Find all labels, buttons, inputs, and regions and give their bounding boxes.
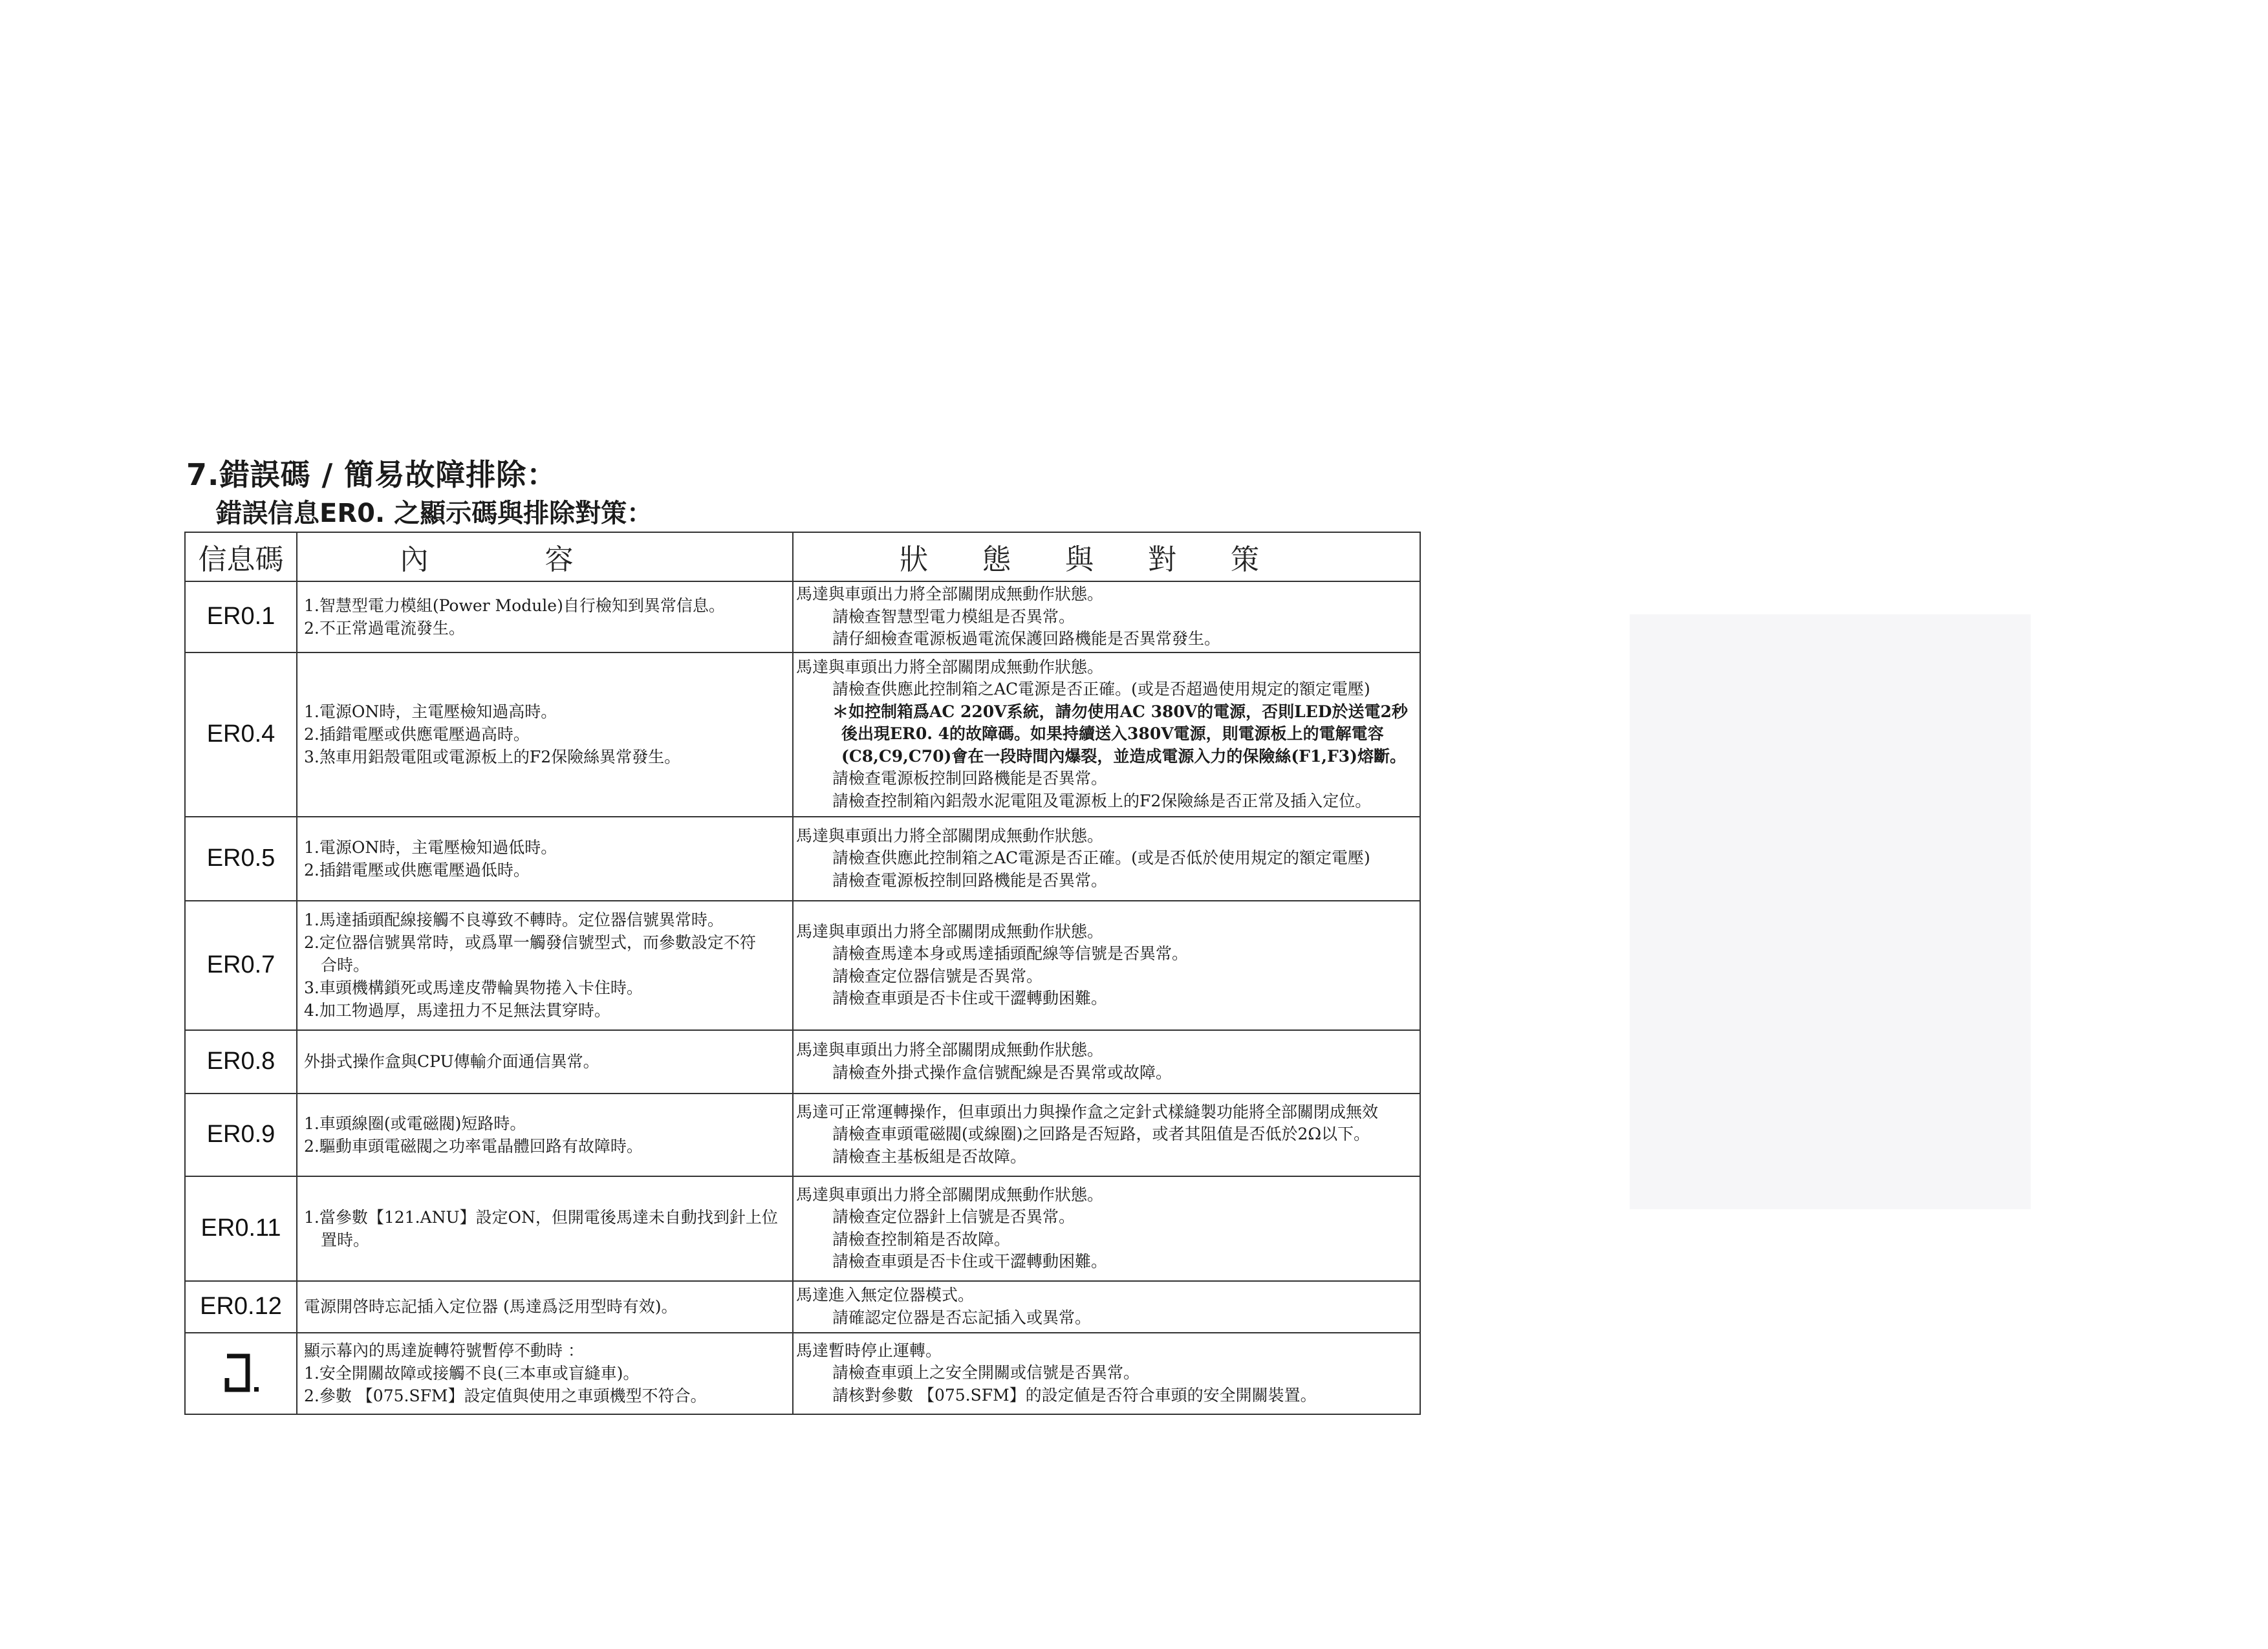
table-row xyxy=(185,1281,1420,1333)
content-line: 2.不正常過電流發生。 xyxy=(304,618,465,638)
error-code: ER0.1 xyxy=(185,581,297,652)
page-title: 7.錯誤碼 / 簡易故障排除： xyxy=(186,457,557,492)
status-line: 請檢查電源板控制回路機能是否異常。 xyxy=(832,769,1108,788)
content-line: 1.車頭線圈(或電磁閥)短路時。 xyxy=(304,1114,526,1133)
status-line: 馬達與車頭出力將全部關閉成無動作狀態。 xyxy=(796,1185,1104,1204)
error-code: ER0.7 xyxy=(185,901,297,1030)
content-line: 3.車頭機構鎖死或馬達皮帶輪異物捲入卡住時。 xyxy=(304,978,643,997)
table-row xyxy=(185,1030,1420,1094)
content-line: 1.當參數【121.ANU】設定ON，但開電後馬達未自動找到針上位 xyxy=(304,1207,778,1227)
table-row xyxy=(185,1094,1420,1176)
header-code: 信息碼 xyxy=(185,532,297,581)
status-warning-line: 後出現ER0. 4的故障碼。如果持續送入380V電源，則電源板上的電解電容 xyxy=(841,724,1384,744)
status-line: 請仔細檢查電源板過電流保護回路機能是否異常發生。 xyxy=(832,629,1221,648)
error-status xyxy=(793,581,1420,652)
table-row xyxy=(185,1333,1420,1414)
error-code: ER0.11 xyxy=(185,1176,297,1281)
status-line: 請檢查定位器針上信號是否異常。 xyxy=(832,1207,1075,1226)
status-line: 請檢查控制箱是否故障。 xyxy=(832,1229,1011,1249)
status-line: 請檢查控制箱內鋁殼水泥電阻及電源板上的F2保險絲是否正常及插入定位。 xyxy=(832,791,1372,810)
error-code-table xyxy=(184,532,1421,1415)
status-line: 馬達與車頭出力將全部關閉成無動作狀態。 xyxy=(796,826,1104,845)
status-warning-line: (C8,C9,C70)會在一段時間內爆裂，並造成電源入力的保險絲(F1,F3)熔斷。 xyxy=(841,746,1406,766)
error-status xyxy=(793,1030,1420,1094)
status-line: 請檢查車頭是否卡住或干澀轉動困難。 xyxy=(832,989,1108,1008)
status-line: 請檢查供應此控制箱之AC電源是否正確。(或是否超過使用規定的額定電壓) xyxy=(832,680,1370,699)
status-line: 請檢查車頭電磁閥(或線圈)之回路是否短路，或者其阻值是否低於2Ω以下。 xyxy=(832,1125,1370,1144)
status-line: 請檢查智慧型電力模組是否異常。 xyxy=(832,607,1075,626)
content-line: 顯示幕內的馬達旋轉符號暫停不動時 ： xyxy=(304,1341,584,1360)
seven-segment-display-icon xyxy=(222,1352,261,1395)
status-line: 馬達可正常運轉操作，但車頭出力與操作盒之定針式樣縫製功能將全部關閉成無效 xyxy=(796,1102,1379,1121)
content-line: 4.加工物過厚，馬達扭力不足無法貫穿時。 xyxy=(304,1001,610,1020)
table-row xyxy=(185,901,1420,1030)
error-content xyxy=(297,817,793,901)
content-line: 合時。 xyxy=(321,956,370,975)
error-content xyxy=(297,581,793,652)
status-line: 請檢查電源板控制回路機能是否異常。 xyxy=(832,870,1108,890)
error-code: ER0.9 xyxy=(185,1094,297,1176)
seven-segment-display-icon xyxy=(186,1352,296,1395)
content-line: 1.馬達插頭配線接觸不良導致不轉時。定位器信號異常時。 xyxy=(304,911,724,929)
status-warning-line: ＊如控制箱爲AC 220V系統，請勿使用AC 380V的電源，否則LED於送電2秒 xyxy=(832,702,1408,721)
error-code: ER0.4 xyxy=(185,652,297,817)
error-status xyxy=(793,1176,1420,1281)
content-line: 電源開啓時忘記插入定位器 (馬達爲泛用型時有效)。 xyxy=(304,1297,678,1316)
status-line: 請檢查馬達本身或馬達插頭配線等信號是否異常。 xyxy=(832,944,1189,963)
error-status xyxy=(793,901,1420,1030)
content-line: 3.煞車用鋁殼電阻或電源板上的F2保險絲異常發生。 xyxy=(304,748,681,766)
error-content xyxy=(297,1094,793,1176)
table-row xyxy=(185,1176,1420,1281)
status-line: 請核對參數 【075.SFM】的設定値是否符合車頭的安全開關裝置。 xyxy=(832,1385,1317,1405)
error-content xyxy=(297,1333,793,1414)
error-content xyxy=(297,901,793,1030)
status-line: 請檢查主基板組是否故障。 xyxy=(832,1147,1027,1166)
table-row xyxy=(185,581,1420,652)
scanner-background-patch xyxy=(1630,614,2031,1209)
status-line: 馬達與車頭出力將全部關閉成無動作狀態。 xyxy=(796,585,1104,603)
error-content xyxy=(297,652,793,817)
error-status xyxy=(793,1333,1420,1414)
error-content xyxy=(297,1030,793,1094)
status-line: 馬達與車頭出力將全部關閉成無動作狀態。 xyxy=(796,921,1104,941)
header-status: 狀態與對策 xyxy=(793,532,1420,581)
status-line: 請檢查定位器信號是否異常。 xyxy=(832,966,1043,986)
status-line: 馬達進入無定位器模式。 xyxy=(796,1286,975,1304)
content-line: 1.智慧型電力模組(Power Module)自行檢知到異常信息。 xyxy=(304,596,725,615)
content-line: 2.插錯電壓或供應電壓過高時。 xyxy=(304,725,530,744)
content-line: 1.安全開關故障或接觸不良(三本車或盲縫車)。 xyxy=(304,1364,640,1383)
error-code-glyph xyxy=(185,1333,297,1414)
error-status xyxy=(793,1281,1420,1333)
content-line: 2.參數 【075.SFM】設定值與使用之車頭機型不符合。 xyxy=(304,1386,707,1405)
page-subtitle: 錯誤信息ER0. 之顯示碼與排除對策： xyxy=(216,499,653,528)
content-line: 2.定位器信號異常時，或爲單一觸發信號型式，而參數設定不符 xyxy=(304,933,756,952)
status-line: 請檢查供應此控制箱之AC電源是否正確。(或是否低於使用規定的額定電壓) xyxy=(832,848,1370,868)
content-line: 外掛式操作盒與CPU傳輸介面通信異常。 xyxy=(304,1052,599,1071)
status-line: 請檢查外掛式操作盒信號配線是否異常或故障。 xyxy=(832,1062,1172,1082)
status-line: 請檢查車頭是否卡住或干澀轉動困難。 xyxy=(832,1252,1108,1271)
error-code: ER0.8 xyxy=(185,1030,297,1094)
status-line: 請檢查車頭上之安全開關或信號是否異常。 xyxy=(832,1363,1140,1383)
error-content xyxy=(297,1281,793,1333)
content-line: 置時。 xyxy=(321,1230,370,1249)
error-code: ER0.5 xyxy=(185,817,297,901)
error-code: ER0.12 xyxy=(185,1281,297,1333)
error-content xyxy=(297,1176,793,1281)
status-line: 請確認定位器是否忘記插入或異常。 xyxy=(832,1308,1092,1327)
header-content: 內容 xyxy=(297,532,793,581)
content-line: 1.電源ON時，主電壓檢知過高時。 xyxy=(304,702,557,721)
status-line: 馬達與車頭出力將全部關閉成無動作狀態。 xyxy=(796,657,1104,676)
content-line: 1.電源ON時，主電壓檢知過低時。 xyxy=(304,837,557,857)
content-line: 2.插錯電壓或供應電壓過低時。 xyxy=(304,860,530,879)
error-status xyxy=(793,817,1420,901)
table-row xyxy=(185,652,1420,817)
status-line: 馬達暫時停止運轉。 xyxy=(796,1341,942,1360)
content-line: 2.驅動車頭電磁閥之功率電晶體回路有故障時。 xyxy=(304,1136,643,1156)
table-row xyxy=(185,817,1420,901)
table-header-row xyxy=(185,532,1420,581)
error-status xyxy=(793,652,1420,817)
error-status xyxy=(793,1094,1420,1176)
status-line: 馬達與車頭出力將全部關閉成無動作狀態。 xyxy=(796,1040,1104,1059)
